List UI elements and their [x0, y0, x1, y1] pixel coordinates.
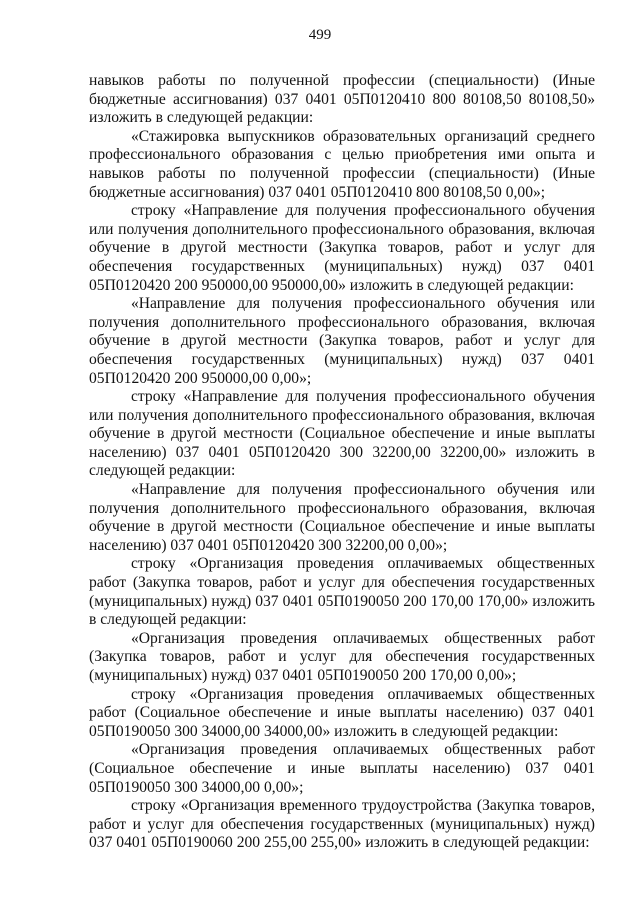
- paragraph: «Организация проведения оплачиваемых общественных работ (Социальное обеспечение и иные выплаты населению) 037 0401 05П0190050 300 34000,00 0,00»;: [89, 741, 595, 796]
- page-number: 499: [308, 27, 332, 43]
- paragraph: «Направление для получения профессионального обучения или получения дополнительного профессионального образования, включая обучение в другой местности (Закупка товаров, работ и услуг для обеспечения государственных (муниципальных) нужд) 037 0401 05П0120420 200 950000,00 0,00»;: [89, 295, 595, 387]
- paragraph: «Стажировка выпускников образовательных организаций среднего профессионального образования с целью приобретения ими опыта и навыков работы по полученной профессии (специальности) (Иные бюджетные ассигнования) 037 0401 05П0120410 800 80108,50 0,00»;: [89, 127, 595, 201]
- paragraph: строку «Направление для получения профессионального обучения или получения дополнительного профессионального образования, включая обучение в другой местности (Закупка товаров, работ и услуг для обеспечения государственных (муниципальных) нужд) 037 0401 05П0120420 200 950000,00 950000,00» изложить в следующей редакции:: [89, 202, 595, 294]
- document-body: [89, 72, 595, 853]
- paragraph: «Направление для получения профессионального обучения или получения дополнительного профессионального образования, включая обучение в другой местности (Социальное обеспечение и иные выплаты населению) 037 0401 05П0120420 300 32200,00 0,00»;: [89, 481, 595, 554]
- paragraph: строку «Направление для получения профессионального обучения или получения дополнительного профессионального образования, включая обучение в другой местности (Социальное обеспечение и иные выплаты населению) 037 0401 05П0120420 300 32200,00 32200,00» изложить в следующей редакции:: [89, 388, 595, 480]
- paragraph: «Организация проведения оплачиваемых общественных работ (Закупка товаров, работ и услуг для обеспечения государственных (муниципальных) нужд) 037 0401 05П0190050 200 170,00 0,00»;: [89, 629, 595, 684]
- paragraph: строку «Организация проведения оплачиваемых общественных работ (Социальное обеспечение и иные выплаты населению) 037 0401 05П0190050 300 34000,00 34000,00» изложить в следующей редакции:: [89, 685, 595, 740]
- paragraph: строку «Организация проведения оплачиваемых общественных работ (Закупка товаров, работ и услуг для обеспечения государственных (муниципальных) нужд) 037 0401 05П0190050 200 170,00 170,00» изложить в следующей редакции:: [89, 555, 595, 629]
- paragraph: строку «Организация временного трудоустройства (Закупка товаров, работ и услуг для обеспечения государственных (муниципальных) нужд) 037 0401 05П0190060 200 255,00 255,00» изложить в следующей редакции:: [89, 797, 595, 852]
- paragraph-continuation: навыков работы по полученной профессии (специальности) (Иные бюджетные ассигнования) 037 0401 05П0120410 800 80108,50 80108,50» изложить в следующей редакции:: [89, 72, 595, 127]
